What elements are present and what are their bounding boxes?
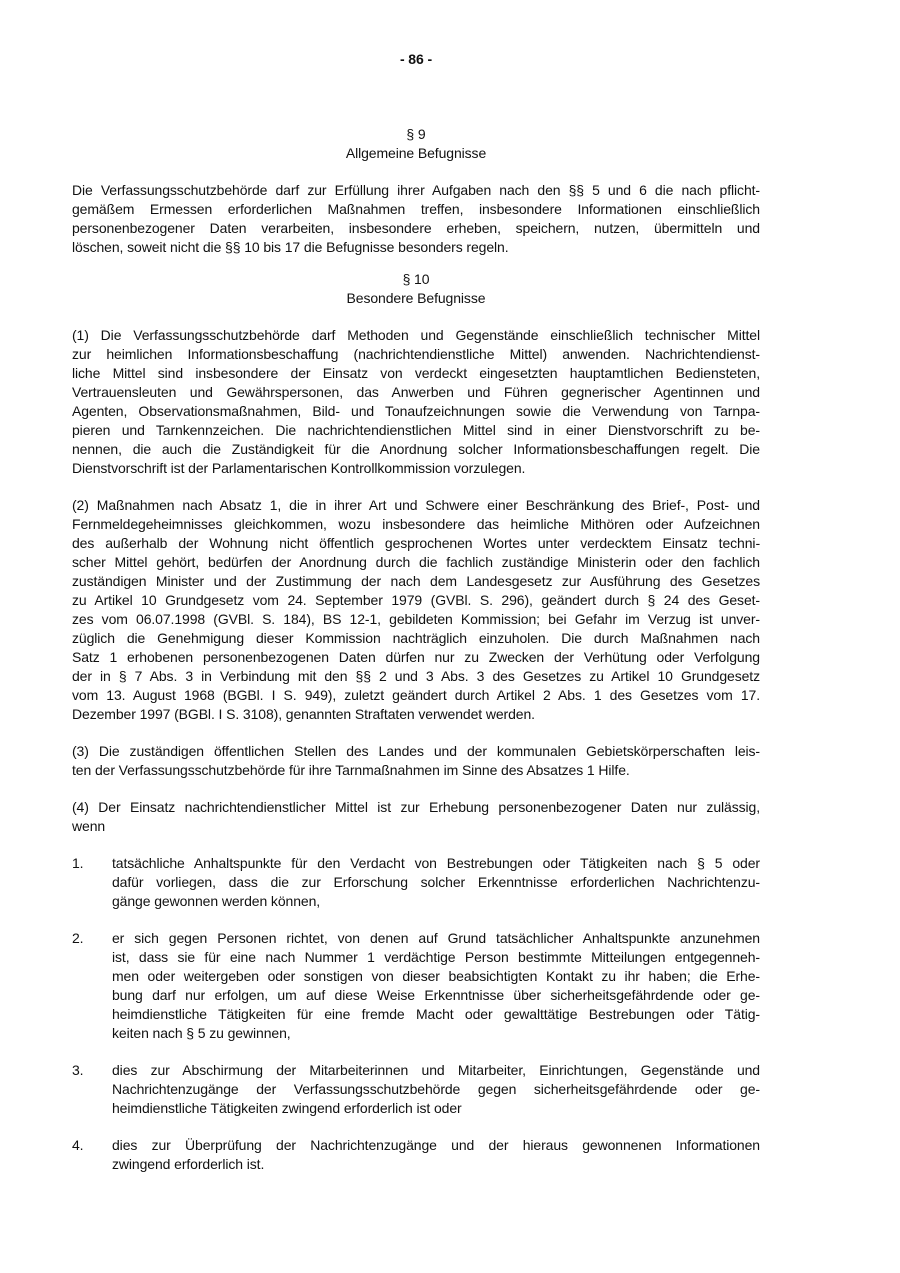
- text-line: dies zur Überprüfung der Nachrichtenzugänge und der hieraus gewonnenen Informationen: [112, 1137, 760, 1153]
- text-line: Satz 1 erhobenen personenbezogenen Daten dürfen nur zu Zwecken der Verhütung oder Verfolgung: [72, 649, 760, 665]
- text-line: dies zur Abschirmung der Mitarbeiterinnen und Mitarbeiter, Einrichtungen, Gegenstände und: [112, 1062, 760, 1078]
- paragraph: [72, 181, 760, 257]
- list-marker: 2.: [72, 930, 84, 946]
- heading-line: Besondere Befugnisse: [346, 290, 486, 306]
- text-line: men oder weitergeben oder sonstigen von dieser beabsichtigten Kontakt zu ihr haben; die Erhe-: [112, 968, 760, 984]
- paragraph: [72, 742, 760, 780]
- text-line: (2) Maßnahmen nach Absatz 1, die in ihrer Art und Schwere einer Beschränkung des Brief-, Post- und: [72, 497, 760, 513]
- section-heading: [72, 270, 760, 308]
- text-line: bung darf nur erfolgen, um auf diese Weise Erkenntnisse über sicherheitsgefährdende oder ge-: [112, 987, 760, 1003]
- text-line: (4) Der Einsatz nachrichtendienstlicher Mittel ist zur Erhebung personenbezogener Daten nur zulässig,: [72, 799, 760, 815]
- text-line: der in § 7 Abs. 3 in Verbindung mit den §§ 2 und 3 Abs. 3 des Gesetzes zu Artikel 10 Grundgesetz: [72, 668, 760, 684]
- text-line: pieren und Tarnkennzeichen. Die nachrichtendienstlichen Mittel sind in einer Dienstvorschrift zu be-: [72, 422, 760, 438]
- list-item: [72, 1061, 760, 1118]
- text-line: züglich die Genehmigung dieser Kommission nachträglich einzuholen. Die durch Maßnahmen nach: [72, 630, 760, 646]
- text-line: gänge gewonnen werden können,: [112, 893, 321, 909]
- text-line: zuständigen Minister und der Zustimmung der nach dem Landesgesetz zur Ausführung des Gesetzes: [72, 573, 760, 589]
- text-line: löschen, soweit nicht die §§ 10 bis 17 die Befugnisse besonders regeln.: [72, 239, 509, 255]
- list-marker: 3.: [72, 1062, 84, 1078]
- heading-line: § 9: [406, 126, 426, 142]
- list-item: [72, 854, 760, 911]
- text-line: (3) Die zuständigen öffentlichen Stellen des Landes und der kommunalen Gebietskörperschaften leis-: [72, 743, 760, 759]
- text-line: vom 13. August 1968 (BGBl. I S. 949), zuletzt geändert durch Artikel 2 Abs. 1 des Gesetzes vom 17.: [72, 687, 760, 703]
- text-line: des außerhalb der Wohnung nicht öffentlich gesprochenen Wortes unter verdecktem Einsatz techni-: [72, 535, 760, 551]
- text-line: Fernmeldegeheimnisses gleichkommen, wozu insbesondere das heimliche Mithören oder Aufzeichnen: [72, 516, 760, 532]
- page-number: - 86 -: [399, 51, 433, 67]
- text-line: zu Artikel 10 Grundgesetz vom 24. September 1979 (GVBl. S. 296), geändert durch § 24 des Geset-: [72, 592, 760, 608]
- text-line: Dienstvorschrift ist der Parlamentarischen Kontrollkommission vorzulegen.: [72, 460, 526, 476]
- text-line: ist, dass sie für eine nach Nummer 1 verdächtige Person bestimmte Mitteilungen entgegenneh-: [112, 949, 760, 965]
- document-body: [72, 125, 760, 1174]
- list-item: [72, 929, 760, 1043]
- text-line: Vertrauensleuten und Gewährspersonen, das Anwerben und Führen gegnerischer Agentinnen und: [72, 384, 760, 400]
- text-line: tatsächliche Anhaltspunkte für den Verdacht von Bestrebungen oder Tätigkeiten nach § 5 oder: [112, 855, 760, 871]
- text-line: heimdienstliche Tätigkeiten zwingend erforderlich ist oder: [112, 1100, 462, 1116]
- text-line: zur heimlichen Informationsbeschaffung (nachrichtendienstliche Mittel) anwenden. Nachrichtendienst-: [72, 346, 760, 362]
- paragraph: [72, 326, 760, 478]
- text-line: scher Mittel gehört, bedürfen der Anordnung durch die fachlich zuständige Ministerin oder den fachlich: [72, 554, 760, 570]
- text-line: Die Verfassungsschutzbehörde darf zur Erfüllung ihrer Aufgaben nach den §§ 5 und 6 die nach pflicht-: [72, 182, 760, 198]
- text-line: liche Mittel sind insbesondere der Einsatz von verdeckt eingesetzten hauptamtlichen Bediensteten,: [72, 365, 760, 381]
- text-line: gemäßem Ermessen erforderlichen Maßnahmen treffen, insbesondere Informationen einschließlich: [72, 201, 760, 217]
- text-line: er sich gegen Personen richtet, von denen auf Grund tatsächlicher Anhaltspunkte anzunehmen: [112, 930, 760, 946]
- text-line: wenn: [72, 818, 106, 834]
- text-line: Agenten, Observationsmaßnahmen, Bild- und Tonaufzeichnungen sowie die Verwendung von Tarnpa-: [72, 403, 760, 419]
- text-line: keiten nach § 5 zu gewinnen,: [112, 1025, 291, 1041]
- text-line: zes vom 06.07.1998 (GVBl. S. 184), BS 12-1, gebildeten Kommission; bei Gefahr im Verzug ist unver-: [72, 611, 760, 627]
- section-heading: [72, 125, 760, 163]
- heading-line: § 10: [402, 271, 430, 287]
- text-line: ten der Verfassungsschutzbehörde für ihre Tarnmaßnahmen im Sinne des Absatzes 1 Hilfe.: [72, 762, 630, 778]
- text-line: heimdienstliche Tätigkeiten für eine fremde Macht oder gewalttätige Bestrebungen oder Tätig-: [112, 1006, 760, 1022]
- text-line: Nachrichtenzugänge der Verfassungsschutzbehörde gegen sicherheitsgefährdende oder ge-: [112, 1081, 760, 1097]
- text-line: nennen, die auch die Zuständigkeit für die Anordnung solcher Informationsbeschaffungen regelt. Die: [72, 441, 760, 457]
- list-marker: 1.: [72, 855, 84, 871]
- text-line: dafür vorliegen, dass die zur Erforschung solcher Erkenntnisse erforderlichen Nachrichtenzu-: [112, 874, 760, 890]
- text-line: Dezember 1997 (BGBl. I S. 3108), genannten Straftaten verwendet werden.: [72, 706, 535, 722]
- list-item: [72, 1136, 760, 1174]
- paragraph: [72, 798, 760, 836]
- list-marker: 4.: [72, 1137, 84, 1153]
- text-line: (1) Die Verfassungsschutzbehörde darf Methoden und Gegenstände einschließlich technischer Mittel: [72, 327, 760, 343]
- text-line: personenbezogener Daten verarbeiten, insbesondere erheben, speichern, nutzen, übermitteln und: [72, 220, 760, 236]
- heading-line: Allgemeine Befugnisse: [345, 145, 487, 161]
- paragraph: [72, 496, 760, 724]
- text-line: zwingend erforderlich ist.: [112, 1156, 265, 1172]
